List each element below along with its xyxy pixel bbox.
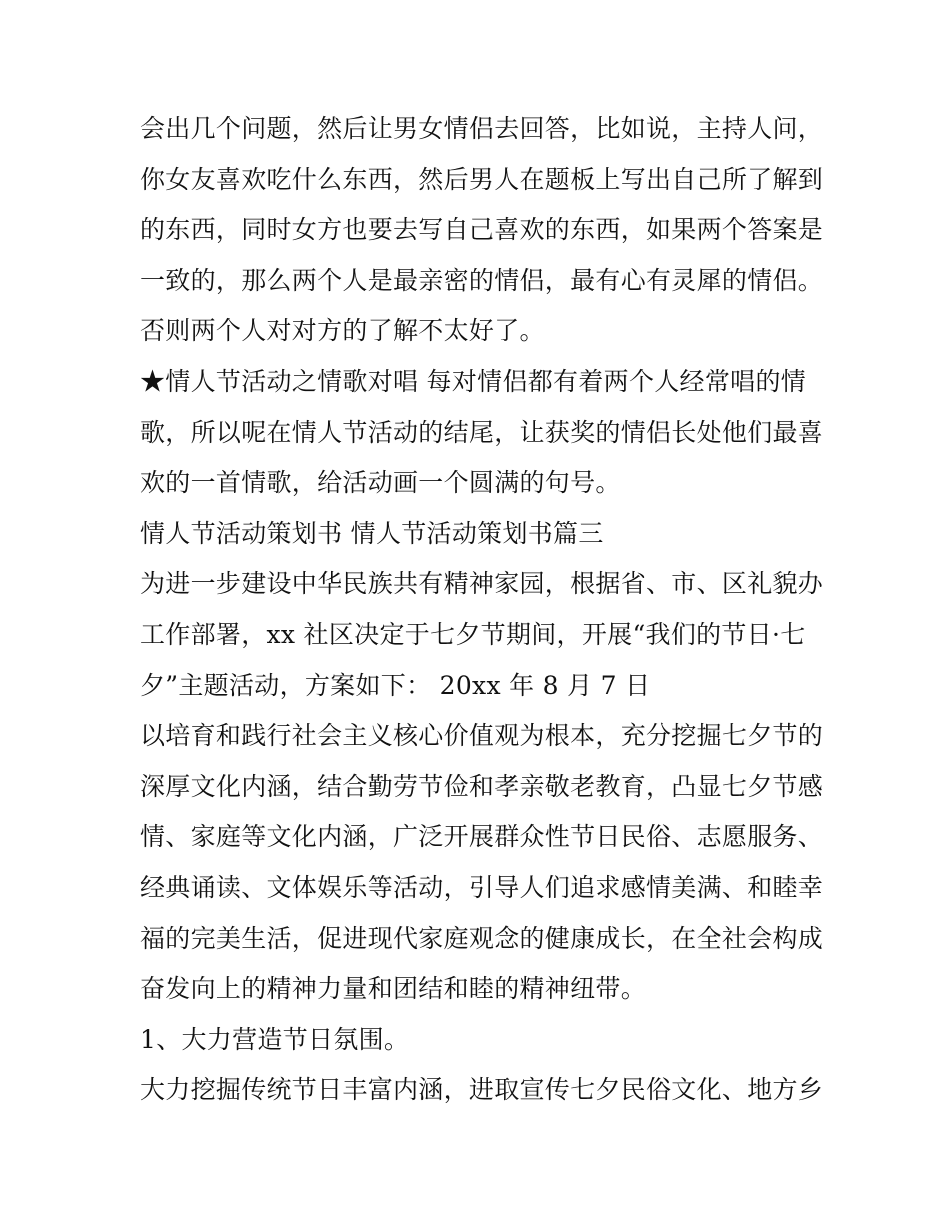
text-line: 一致的，那么两个人是最亲密的情侣，最有心有灵犀的情侣。 [140, 265, 824, 295]
text-line: ★情人节活动之情歌对唱 每对情侣都有着两个人经常唱的情 [140, 366, 807, 396]
text-line: 为进一步建设中华民族共有精神家园，根据省、市、区礼貌办 [140, 569, 824, 599]
text-line: 福的完美生活，促进现代家庭观念的健康成长，在全社会构成 [140, 923, 824, 953]
text-line: 情、家庭等文化内涵，广泛开展群众性节日民俗、志愿服务、 [140, 822, 824, 852]
text-line: 奋发向上的精神力量和团结和睦的精神纽带。 [140, 974, 647, 1004]
text-line: 经典诵读、文体娱乐等活动，引导人们追求感情美满、和睦幸 [140, 872, 824, 902]
text-line: 深厚文化内涵，结合勤劳节俭和孝亲敬老教育，凸显七夕节感 [140, 771, 824, 801]
list-item-heading: 1、大力营造节日氛围。 [140, 1024, 410, 1054]
text-line: 大力挖掘传统节日丰富内涵，进取宣传七夕民俗文化、地方乡 [140, 1075, 824, 1105]
text-line: 否则两个人对对方的了解不太好了。 [140, 316, 545, 346]
text-line: 工作部署，xx 社区决定于七夕节期间，开展“我们的节日·七 [140, 619, 806, 649]
text-line: 欢的一首情歌，给活动画一个圆满的句号。 [140, 468, 621, 498]
section-heading: 情人节活动策划书 情人节活动策划书篇三 [140, 518, 604, 548]
text-line: 夕”主题活动，方案如下： 20xx 年 8 月 7 日 [140, 670, 651, 700]
text-line: 歌，所以呢在情人节活动的结尾，让获奖的情侣长处他们最喜 [140, 417, 824, 447]
document-body [140, 104, 824, 1116]
text-line: 以培育和践行社会主义核心价值观为根本，充分挖掘七夕节的 [140, 721, 824, 751]
text-line: 你女友喜欢吃什么东西，然后男人在题板上写出自己所了解到 [140, 164, 824, 194]
text-line: 会出几个问题，然后让男女情侣去回答，比如说，主持人问， [140, 114, 824, 143]
text-line: 的东西，同时女方也要去写自己喜欢的东西，如果两个答案是 [140, 215, 824, 245]
